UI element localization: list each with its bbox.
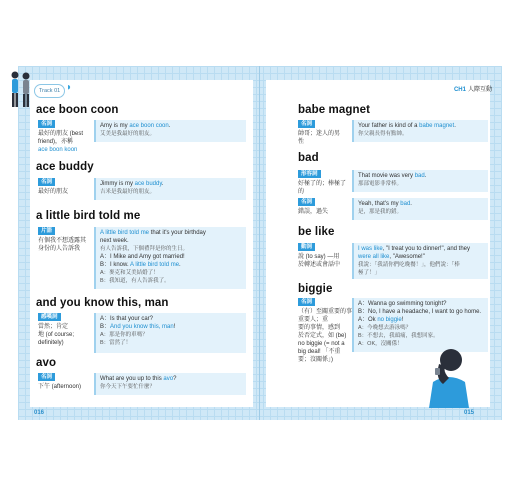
entry-term: ace boon coon [36,104,119,116]
page-number-right: 015 [464,410,475,416]
pos-tag: 名詞 [298,120,315,128]
pos-tag: 動詞 [298,243,315,251]
example-box: I was like, "I treat you to dinner!", and they were all like, "Awesome!" 我說：「我請你們吃晚餐！」，他們說：「棒 極了！」 [352,243,488,279]
example-box: What are you up to this avo? 你今天下午要忙什麼？ [94,373,246,395]
track-label: Track 01 [34,84,65,98]
definition: 最好的朋友 (best friend)，亦稱 ace boon koon [38,131,84,153]
person-illustration-left [6,70,34,114]
entry-term: biggie [298,283,333,295]
chapter-tag: CH1 [453,87,466,93]
definition: （有）至關重要的事 重要人；重 要的事情，感到 於否定式，如 (be) no biggie (= not a big deal! 「不重 要；沒關係」) [298,309,353,363]
example-box: Yeah, that's my bad. 是，那是我的錯。 [352,198,488,220]
pos-tag: 名詞 [298,198,315,206]
definition: 下午 (afternoon) [38,384,82,390]
audio-ear-icon[interactable]: ◗ [66,82,73,93]
example-box: Your father is kind of a babe magnet. 你父親長得有點帥。 [352,120,488,142]
example-box: Amy is my ace boon coon. 艾美是我最好的朋友。 [94,120,246,142]
example-box: A little bird told me that it's your birthday next week. 有人告訴我，下個禮拜是你的生日。 A：I Mike and Amy got married! B：I know. A little bird told me. A：麥克和艾美結婚了！ B：我知道，有人告訴我了。 [94,227,246,289]
entry-term: avo [36,357,57,369]
pos-tag: 感嘆詞 [38,313,61,321]
pos-tag: 形容詞 [298,170,321,178]
pos-tag: 名詞 [298,298,315,306]
definition: 說 (to say) —用 於轉述或會話中 [298,254,341,268]
pos-tag: 名詞 [38,178,55,186]
chapter-header [454,84,492,93]
chapter-title: 人際互動 [467,87,492,93]
example-box: That movie was very bad. 那部電影非常棒。 [352,170,488,192]
person-illustration-right [425,338,473,408]
definition: 帥哥；迷人的男 性 [298,131,341,145]
entry-term: ace buddy [36,161,94,173]
definition: 最好的朋友 [38,189,69,195]
page-gutter [259,66,260,420]
example-box: A：Is that your car? B：And you know this, man! A：那是你的車嗎？ B：當然了！ [94,313,246,353]
example-box: A：Wanna go swimming tonight? B：No, I have a headache, I want to go home. A：Ok no biggie! A：今晚想去游泳嗎？ B：不想去，我頭痛，我想回家。 A：OK，沒關係！ [352,298,488,352]
entry-term: a little bird told me [36,210,141,222]
definition: 錯誤，過失 [298,209,329,215]
definition: 有個我不想透露其 身份的人告訴我 [38,238,87,252]
pos-tag: 片語 [38,227,55,235]
entry-term: babe magnet [298,104,371,116]
entry-term: bad [298,152,319,164]
pos-tag: 名詞 [38,120,55,128]
definition: 好極了的；棒極了 的 [298,181,347,195]
entry-term: be like [298,226,335,238]
entry-term: and you know this, man [36,297,169,309]
definition: 當然；肯定 地 (of course; definitely) [38,324,75,346]
example-box: Jimmy is my ace buddy. 吉米是我最好的朋友。 [94,178,246,200]
pos-tag: 名詞 [38,373,55,381]
page-number-left: 016 [34,410,45,416]
